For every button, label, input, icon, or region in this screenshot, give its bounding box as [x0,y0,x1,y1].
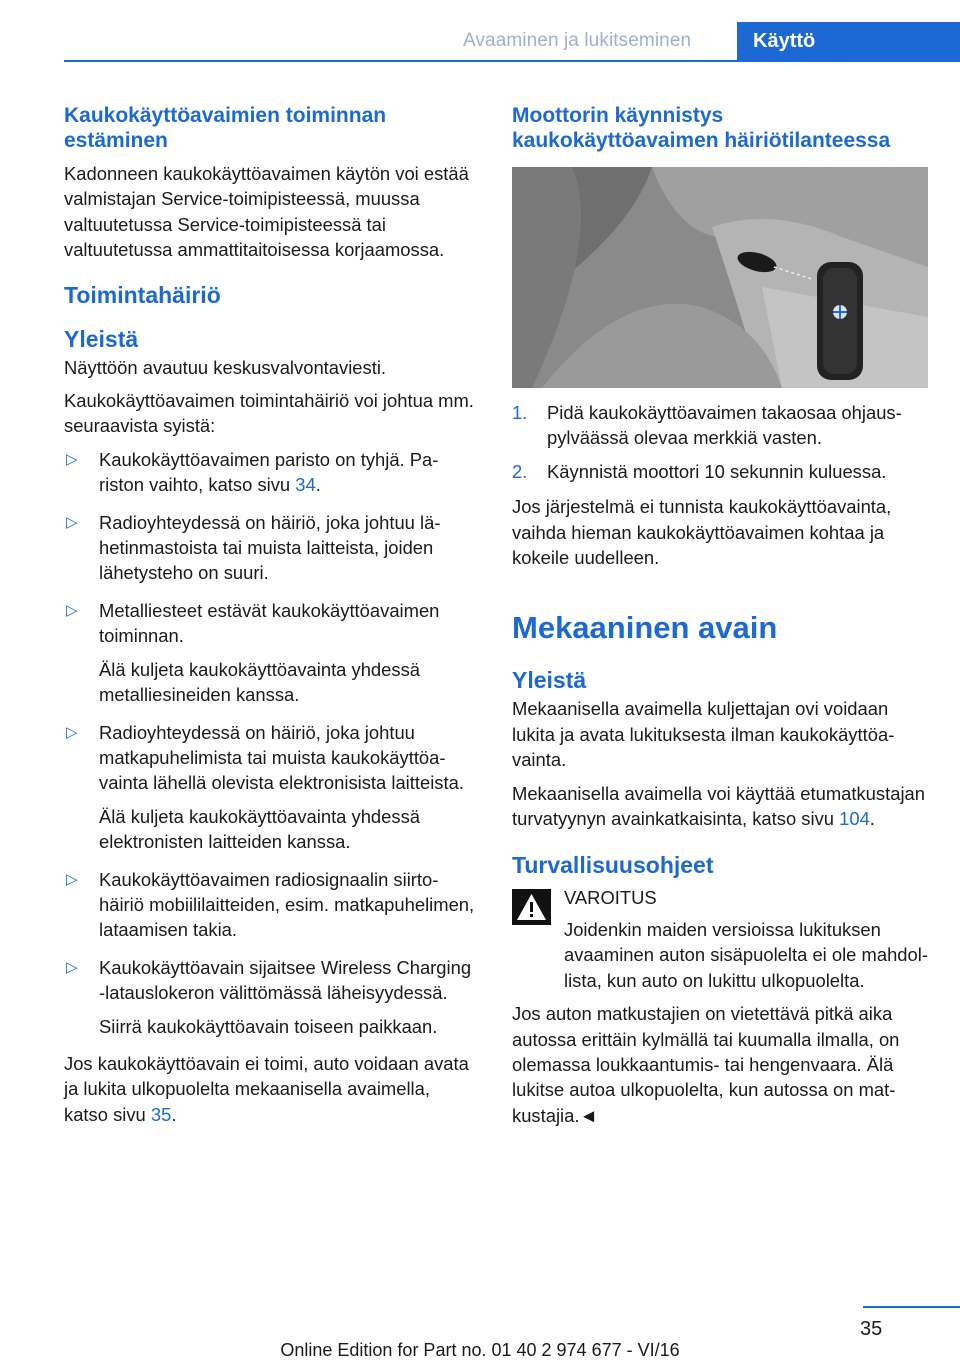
heading-general: Yleistä [64,325,139,352]
cause-item [64,447,476,498]
cause-note: Siirrä kaukokäyttöavain toiseen paikkaan. [99,1015,438,1037]
footer-edition: Online Edition for Part no. 01 40 2 974 677 - VI/16 [280,1340,680,1360]
page-link-34[interactable]: 34 [295,474,316,496]
step-number: 2. [512,460,528,482]
cause-text: Radioyhteydessä on häiriö, joka johtuu lähetinmastoista tai muista laitteista, joiden lähetysteho on suuri. [99,511,441,584]
steering-column-key-photo [512,167,928,388]
right-column [512,103,928,1136]
cause-text: Radioyhteydessä on häiriö, joka johtuu matkapuhelimista tai muista kaukokäyttöavainta lähellä olevista elektronisista laitteista. [99,721,464,794]
heading-remote-key-disable: Kaukokäyttöavaimien toiminnan estäminen [64,104,387,152]
paragraph-causes-intro: Kaukokäyttöavaimen toimintahäiriö voi johtua mm. seuraavista syistä: [64,390,474,437]
cause-tail: . [315,474,321,496]
airbag-tail: . [869,808,875,830]
bullet-triangle-icon: ▷ [66,513,78,531]
warning-text-2: Jos auton matkustajien on vietettävä pitkä aika autossa erittäin kylmällä tai kuumalla ilmalla, on olemassa loukkaantumis- tai hengenvaara. Älä lukitse autoa ulkopuolelta, kun autossa on matkustajia.◄ [512,1003,900,1126]
bullet-triangle-icon: ▷ [66,958,78,976]
bullet-triangle-icon: ▷ [66,450,78,468]
fallback-text: Jos kaukokäyttöavain ei toimi, auto voidaan avata ja lukita ulkopuolelta mekaanisella avaimella, katso sivu [64,1052,469,1125]
step-item [512,400,928,451]
heading-mechanical-key: Mekaaninen avain [512,610,778,646]
paragraph-disable-key: Kadonneen kaukokäyttöavaimen käytön voi estää valmistajan Service-toimipisteessä, muussa valtuutetussa Service-toimipisteessä tai valtuutetussa ammattitaitoisessa korjaamossa. [64,163,469,261]
paragraph-mechanical-fallback [64,1051,476,1127]
causes-list [64,447,476,1039]
warning-text-1 [564,917,928,993]
cause-item [64,510,476,586]
header-chapter-tab: Käyttö [737,22,960,62]
bullet-triangle-icon: ▷ [66,601,78,619]
cause-note: Älä kuljeta kaukokäyttöavainta yhdessä metalliesineiden kanssa. [99,658,421,706]
heading-malfunction: Toimintahäiriö [64,281,221,308]
step-number: 1. [512,402,528,423]
start-steps-list [512,400,928,484]
heading-general-2: Yleistä [512,667,587,694]
bullet-triangle-icon: ▷ [66,870,78,888]
warning-block [512,885,928,993]
fallback-tail: . [171,1103,177,1125]
step-text: Pidä kaukokäyttöavaimen takaosaa ohjauspylväässä olevaa merkkiä vasten. [547,402,902,449]
header-section-title: Avaaminen ja lukitseminen [463,30,692,51]
airbag-text: Mekaanisella avaimella voi käyttää etumatkustajan turvatyynyn avainkatkaisinta, katso sivu [512,782,925,830]
warning-title: VAROITUS [564,887,657,909]
warning-triangle-icon [512,889,551,925]
cause-text: Kaukokäyttöavaimen paristo on tyhjä. Pariston vaihto, katso sivu [99,448,439,496]
cause-item [64,867,476,943]
page-link-35[interactable]: 35 [150,1103,172,1125]
cause-note: Älä kuljeta kaukokäyttöavainta yhdessä elektronisten laitteiden kanssa. [99,805,421,853]
heading-engine-start-malfunction: Moottorin käynnistys kaukokäyttöavaimen häiriötilanteessa [512,104,891,152]
cause-text: Kaukokäyttöavain sijaitsee Wireless Charging -latauslokeron välittömässä läheisyydessä. [99,956,472,1004]
warning-text-1-content: Joidenkin maiden versioissa lukituksen avaaminen auton sisäpuolelta ei ole mahdollista, kun auto on lukittu ulkopuolelta. [564,918,928,991]
paragraph-retry: Jos järjestelmä ei tunnista kaukokäyttöavainta, vaihda hieman kaukokäyttöavaimen kohtaa ja kokeile uudelleen. [512,496,892,569]
page-link-104[interactable]: 104 [839,808,870,830]
cause-text: Metalliesteet estävät kaukokäyttöavaimen toiminnan. [99,599,440,647]
paragraph-airbag-switch [512,781,928,832]
page-number: 35 [860,1318,883,1340]
heading-safety: Turvallisuusohjeet [512,852,714,879]
paragraph-mechanical-key-use: Mekaanisella avaimella kuljettajan ovi voidaan lukita ja avata lukituksesta ilman kaukokäyttöavainta. [512,698,895,771]
cause-text: Kaukokäyttöavaimen radiosignaalin siirtohäiriö mobiililaitteiden, esim. matkapuhelimen, lataamisen takia. [99,868,475,941]
footer-rule [863,1306,960,1308]
step-text: Käynnistä moottori 10 sekunnin kuluessa. [547,460,887,482]
bullet-triangle-icon: ▷ [66,723,78,741]
paragraph-display-message: Näyttöön avautuu keskusvalvontaviesti. [64,356,387,378]
left-column [64,103,476,1135]
step-item [512,459,928,484]
header-rule [64,60,960,62]
cause-item [64,955,476,1039]
cause-item [64,720,476,855]
cause-item [64,598,476,708]
